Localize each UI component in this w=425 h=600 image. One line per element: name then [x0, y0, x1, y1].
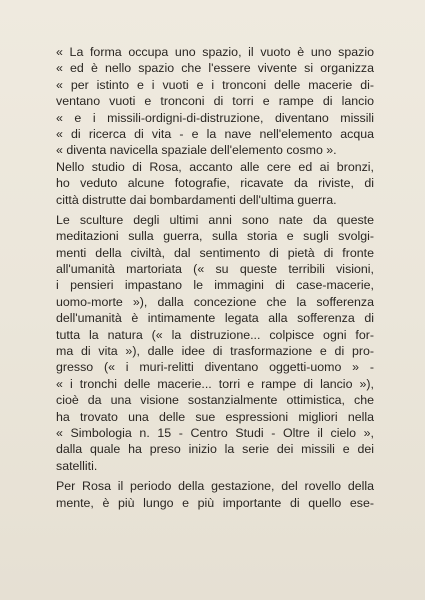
text-line: « La forma occupa uno spazio, il vuoto è uno spazio [56, 45, 374, 59]
paragraph-gestation [56, 478, 374, 511]
paragraph-quote [56, 44, 374, 159]
text-line: ma di vita »), dalle idee di trasformazione e di pro- [56, 344, 374, 359]
text-line: « per istinto e i vuoti e i tronconi delle macerie di- [56, 77, 374, 92]
text-line: cioè da una visione sostanzialmente ottimistica, che [56, 393, 374, 408]
text-line: meditazioni sulla guerra, sulla storia e sugli svolgi- [56, 229, 374, 244]
text-line: Nello studio di Rosa, accanto alle cere ed ai bronzi, [56, 159, 374, 174]
text-line: satelliti. [56, 458, 98, 473]
text-line: Per Rosa il periodo della gestazione, del rovello della [56, 479, 374, 494]
paragraph-sculptures [56, 212, 374, 474]
text-line: ho veduto alcune fotografie, ricavate da riviste, di [56, 176, 374, 191]
text-line: uomo-morte »), dalla concezione che la sofferenza [56, 294, 374, 309]
text-line: ha trovato una delle sue espressioni migliori nella [56, 409, 374, 424]
text-line: i pensieri impastano le immagini di case-macerie, [56, 278, 374, 293]
body-text [56, 44, 374, 511]
text-line: « di ricerca di vita - e la nave nell'elemento acqua [56, 126, 374, 141]
text-line: « i tronchi delle macerie... torri e rampe di lancio »), [56, 376, 374, 391]
text-line: gresso (« i muri-relitti diventano oggetti-uomo » - [56, 360, 374, 375]
text-line: « e i missili-ordigni-di-distruzione, diventano missili [56, 110, 374, 125]
text-line: tutta la natura (« la distruzione... colpisce ogni for- [56, 327, 374, 342]
text-line: « Simbologia n. 15 - Centro Studi - Oltre il cielo », [56, 425, 374, 440]
text-line: Le sculture degli ultimi anni sono nate da queste [56, 212, 374, 227]
text-line: mente, è più lungo e più importante di quello ese- [56, 495, 374, 510]
text-line: all'umanità martoriata (« su queste terribili visioni, [56, 262, 374, 277]
paragraph-studio [56, 159, 374, 208]
text-line: dell'umanità è intimamente legata alla sofferenza di [56, 311, 374, 326]
text-line: ventano vuoti e tronconi di torri e rampe di lancio [56, 94, 374, 109]
text-line: « ed è nello spazio che l'essere vivente si organizza [56, 61, 374, 76]
text-line: « diventa navicella spaziale dell'elemento cosmo ». [56, 143, 337, 158]
text-line: dalla quale ha preso inizio la serie dei missili e dei [56, 442, 374, 457]
text-line: città distrutte dai bombardamenti dell'ultima guerra. [56, 192, 337, 207]
text-line: menti della civiltà, dal sentimento di pietà di fronte [56, 245, 374, 260]
